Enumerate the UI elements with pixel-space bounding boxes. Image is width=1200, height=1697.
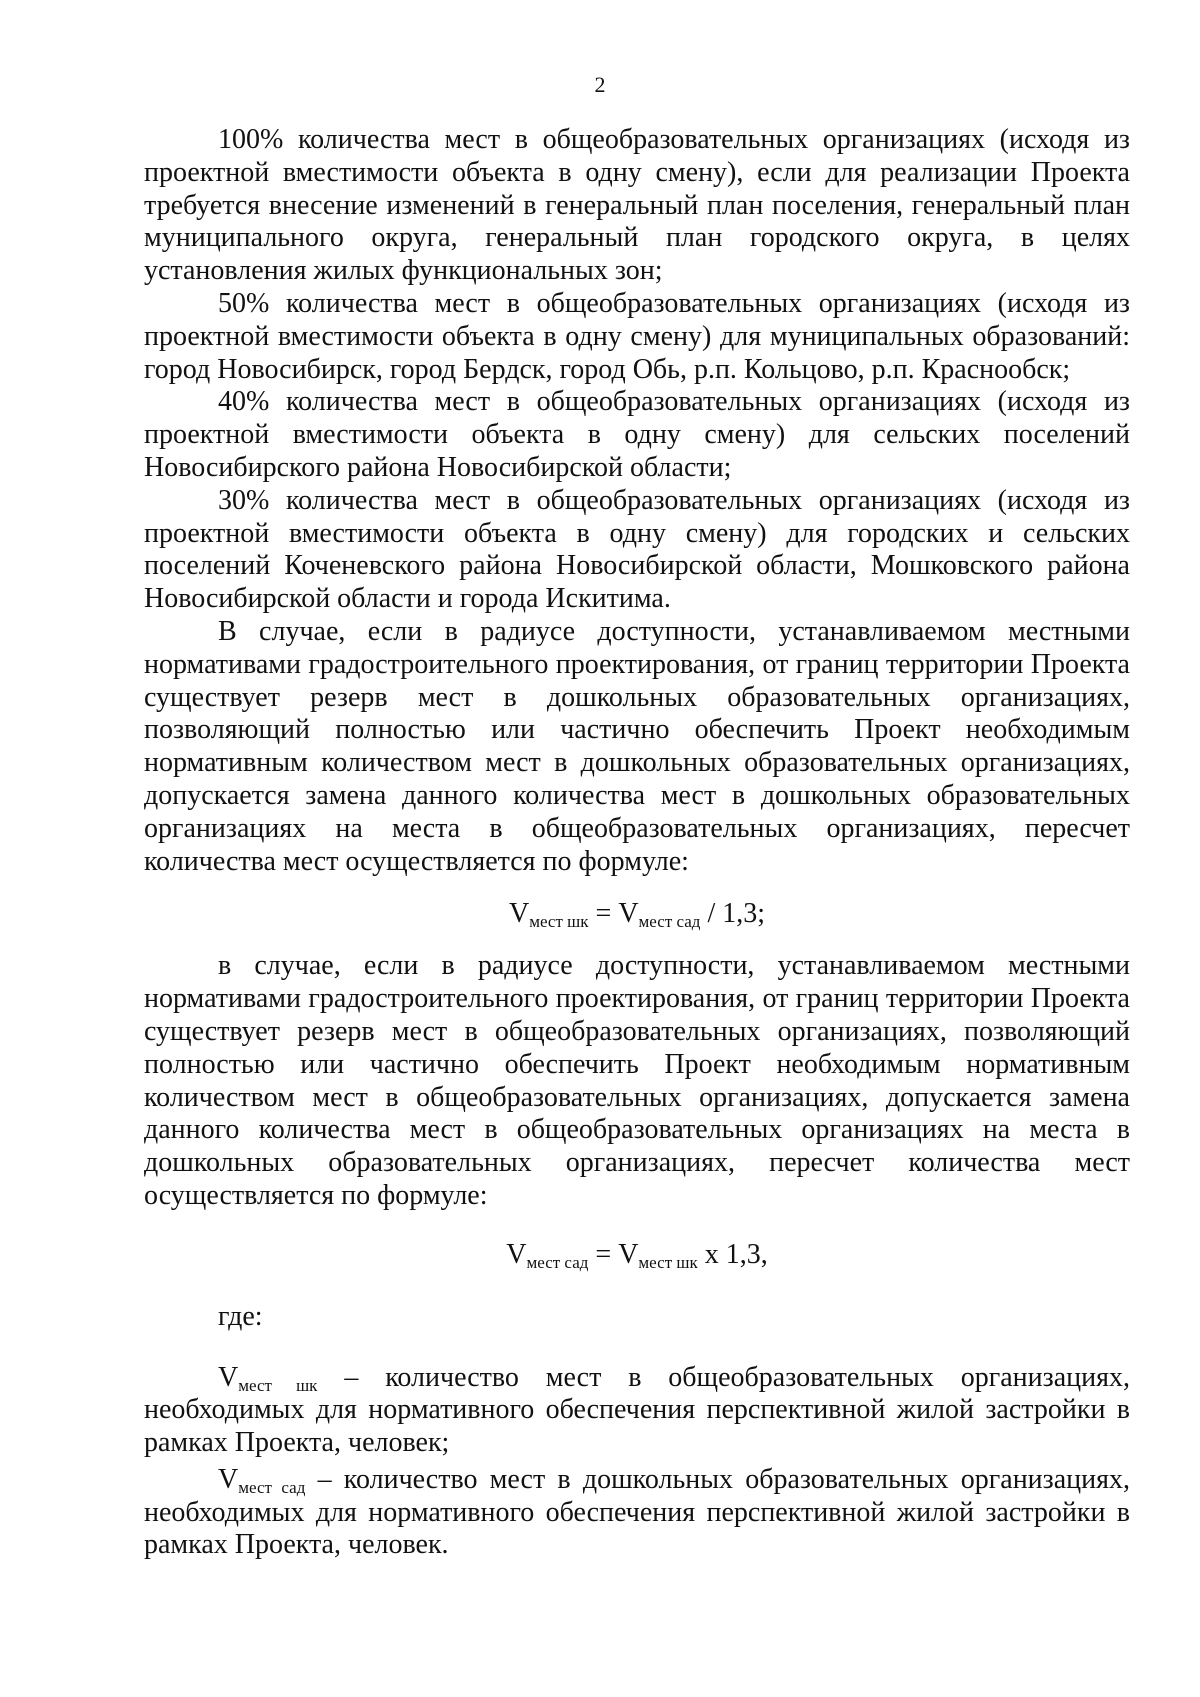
definition-school-seats: [144, 1362, 1130, 1460]
definition-text: – количество мест в общеобразовательных организациях, необходимых для нормативного обеспечения перспективной жилой застройки в рамках Проекта, человек;: [144, 1361, 1130, 1459]
where-label: где:: [218, 1300, 263, 1332]
paragraph-100-percent: 100% количества мест в общеобразовательных организациях (исходя из проектной вместимости объекта в одну смену), если для реализации Проекта требуется внесение изменений в генеральный план поселения, генеральный план муниципального округа, генеральный план городского округа, в целях установления жилых функциональных зон;: [144, 124, 1130, 287]
definition-preschool-seats: [144, 1464, 1130, 1562]
formula-lhs-sub: мест сад: [526, 1252, 589, 1272]
paragraph-50-percent: 50% количества мест в общеобразовательных организациях (исходя из проектной вместимости объекта в одну смену) для муниципальных образований: город Новосибирск, город Бердск, город Обь, р.п. Кольцово, р.п. Краснообск;: [144, 287, 1130, 385]
formula-rhs-sub: мест шк: [638, 1252, 698, 1272]
definition-sub: мест сад: [238, 1477, 306, 1497]
page-number: 2: [594, 72, 606, 97]
formula-rhs-sub: мест сад: [638, 912, 701, 932]
definition-text: – количество мест в дошкольных образовательных организациях, необходимых для нормативного обеспечения перспективной жилой застройки в рамках Проекта, человек.: [144, 1463, 1130, 1561]
formula-tail: / 1,3;: [700, 898, 766, 930]
formula-lhs-sub: мест шк: [529, 912, 589, 932]
definition-var: V: [218, 1463, 239, 1495]
formula-equals: =: [588, 1238, 619, 1270]
formula-preschool-seats: [144, 1237, 1130, 1273]
paragraph-preschool-replacement: В случае, если в радиусе доступности, устанавливаемом местными нормативами градостроительного проектирования, от границ территории Проекта существует резерв мест в дошкольных образовательных организациях, позволяющий полностью или частично обеспечить Проект необходимым нормативным количеством мест в дошкольных образовательных организациях, допускается замена данного количества мест в дошкольных образовательных организациях на места в общеобразовательных организациях, пересчет количества мест осуществляется по формуле:: [144, 615, 1130, 877]
paragraph-school-replacement: в случае, если в радиусе доступности, устанавливаемом местными нормативами градостроительного проектирования, от границ территории Проекта существует резерв мест в общеобразовательных организациях, позволяющий полностью или частично обеспечить Проект необходимым нормативным количеством мест в общеобразовательных организациях, допускается замена данного количества мест в общеобразовательных организациях на места в дошкольных образовательных организациях, пересчет количества мест осуществляется по формуле:: [144, 950, 1130, 1211]
formula-tail: x 1,3,: [697, 1238, 768, 1270]
definition-var: V: [218, 1361, 239, 1393]
paragraph-40-percent: 40% количества мест в общеобразовательных организациях (исходя из проектной вместимости объекта в одну смену) для сельских поселений Новосибирского района Новосибирской области;: [144, 386, 1130, 483]
formula-school-seats: [144, 896, 1130, 932]
formula-lhs-var: V: [508, 898, 530, 930]
paragraph-30-percent: 30% количества мест в общеобразовательных организациях (исходя из проектной вместимости объекта в одну смену) для городских и сельских поселений Коченевского района Новосибирской области, Мошковского района Новосибирской области и города Искитима.: [144, 484, 1130, 615]
formula-rhs-var: V: [618, 898, 639, 930]
formula-equals: =: [588, 898, 619, 930]
document-body: [144, 124, 1130, 1562]
formula-rhs-var: V: [618, 1238, 639, 1270]
formula-lhs-var: V: [506, 1238, 527, 1270]
definition-sub: мест шк: [238, 1375, 318, 1395]
